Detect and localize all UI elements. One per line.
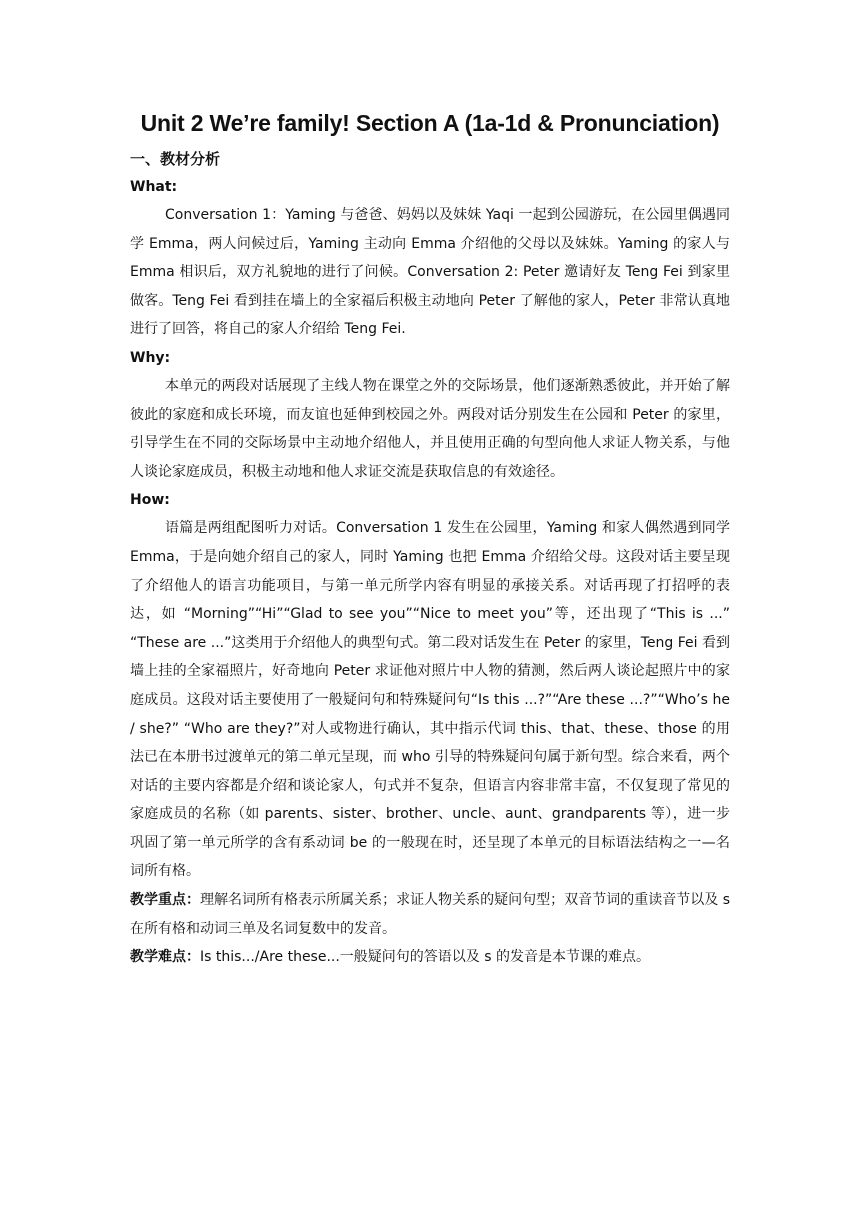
difficult-points-label: 教学难点： bbox=[130, 949, 200, 966]
what-paragraph: Conversation 1：Yaming 与爸爸、妈妈以及妹妹 Yaqi 一起到公园游玩，在公园里偶遇同学 Emma，两人问候过后，Yaming 主动向 Emma 介绍他的父母以及妹妹。Yaming 的家人与 Emma 相识后，双方礼貌地的进行了问候。Conversation 2: Peter 邀请好友 Teng Fei 到家里做客。Teng Fei 看到挂在墙上的全家福后积极主动地向 Peter 了解他的家人，Peter 非常认真地进行了回答，将自己的家人介绍给 Teng Fei. bbox=[130, 207, 730, 338]
why-heading: Why: bbox=[130, 349, 171, 366]
difficult-points-paragraph bbox=[130, 943, 730, 972]
how-heading: How: bbox=[130, 492, 170, 509]
key-points-label: 教学重点： bbox=[130, 892, 201, 909]
how-paragraph: 语篇是两组配图听力对话。Conversation 1 发生在公园里，Yaming 和家人偶然遇到同学 Emma，于是向她介绍自己的家人，同时 Yaming 也把 Emma 介绍给父母。这段对话主要呈现了介绍他人的语言功能项目，与第一单元所学内容有明显的承接关系。对话再现了打招呼的表达，如 “Morning”“Hi”“Glad to see you”“Nice to meet you”等，还出现了“This is ...” “These are ...”这类用于介绍他人的典型句式。第二段对话发生在 Peter 的家里，Teng Fei 看到墙上挂的全家福照片，好奇地向 Peter 求证他对照片中人物的猜测，然后两人谈论起照片中的家庭成员。这段对话主要使用了一般疑问句和特殊疑问句“Is this ...?”“Are these ...?”“Who’s he / she?” “Who are they?”对人或物进行确认，其中指示代词 this、that、these、those 的用法已在本册书过渡单元的第二单元呈现，而 who 引导的特殊疑问句属于新句型。综合来看，两个对话的主要内容都是介绍和谈论家人，句式并不复杂，但语言内容非常丰富，不仅复现了常见的家庭成员的名称（如 parents、sister、brother、uncle、aunt、grandparents 等），进一步巩固了第一单元所学的含有系动词 be 的一般现在时，还呈现了本单元的目标语法结构之一—名词所有格。 bbox=[130, 520, 730, 880]
key-points-paragraph bbox=[130, 886, 730, 943]
section-heading-teaching-analysis: 一、教材分析 bbox=[130, 150, 221, 168]
what-heading: What: bbox=[130, 179, 178, 195]
document-title: Unit 2 We’re family! Section A (1a-1d & Pronunciation) bbox=[140, 110, 720, 136]
document-page bbox=[130, 110, 730, 972]
why-paragraph: 本单元的两段对话展现了主线人物在课堂之外的交际场景，他们逐渐熟悉彼此，并开始了解彼此的家庭和成长环境，而友谊也延伸到校园之外。两段对话分别发生在公园和 Peter 的家里，引导学生在不同的交际场景中主动地介绍他人，并且使用正确的句型向他人求证人物关系，与他人谈论家庭成员，积极主动地和他人求证交流是获取信息的有效途径。 bbox=[130, 377, 730, 480]
difficult-points-text: Is this.../Are these...一般疑问句的答语以及 s 的发音是本节课的难点。 bbox=[200, 949, 651, 966]
key-points-text: 理解名词所有格表示所属关系；求证人物关系的疑问句型；双音节词的重读音节以及 s 在所有格和动词三单及名词复数中的发音。 bbox=[130, 892, 730, 937]
